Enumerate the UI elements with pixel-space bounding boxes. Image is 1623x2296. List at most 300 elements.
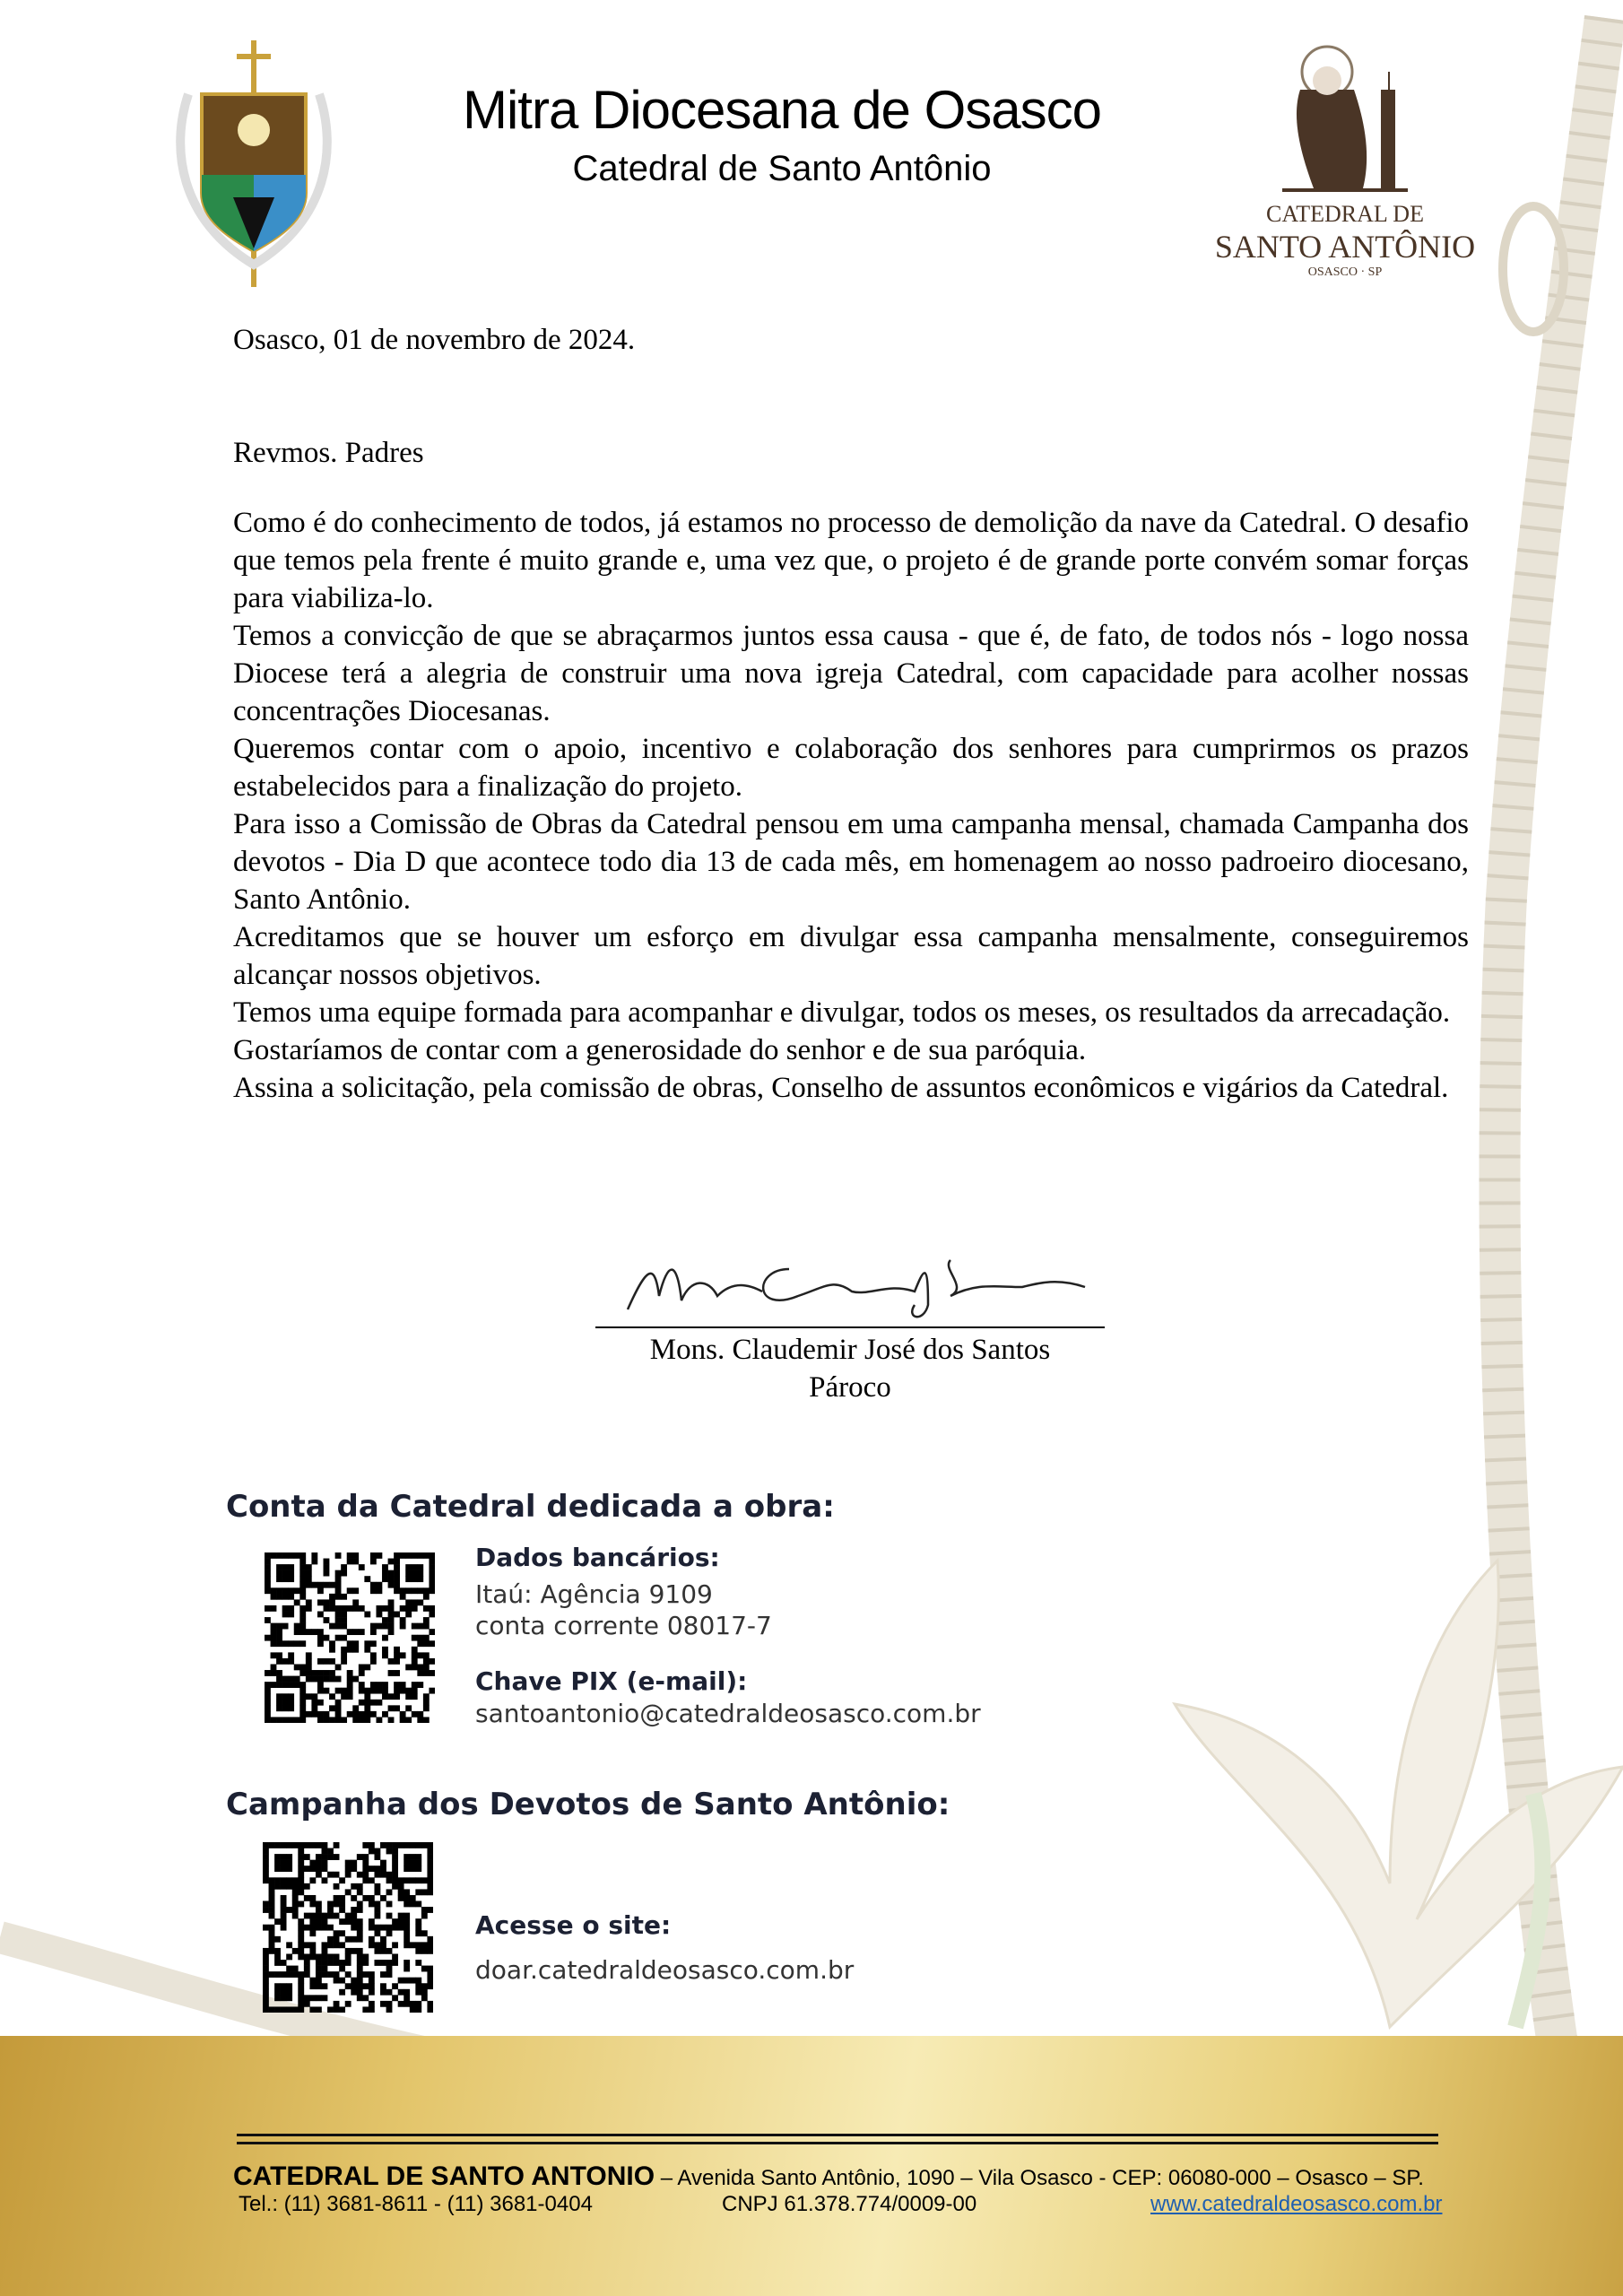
qr-module bbox=[263, 2006, 269, 2013]
qr-module bbox=[347, 1688, 353, 1694]
qr-module bbox=[335, 1635, 342, 1641]
qr-module bbox=[298, 1983, 304, 1989]
qr-module bbox=[369, 1877, 375, 1883]
qr-module bbox=[427, 1907, 433, 1913]
qr-module bbox=[423, 1717, 430, 1723]
qr-module bbox=[417, 1552, 423, 1559]
qr-module bbox=[299, 1576, 306, 1582]
qr-module bbox=[421, 1989, 428, 1996]
qr-module bbox=[309, 1860, 316, 1866]
qr-module bbox=[269, 1913, 275, 1919]
qr-module bbox=[362, 1854, 369, 1860]
qr-module bbox=[376, 1605, 382, 1612]
qr-module bbox=[263, 1860, 269, 1866]
footer-phones: Tel.: (11) 3681-8611 - (11) 3681-0404 bbox=[239, 2192, 593, 2216]
qr-module bbox=[329, 1647, 335, 1653]
qr-module bbox=[282, 1700, 289, 1706]
qr-module bbox=[351, 1883, 357, 1890]
qr-module bbox=[282, 1717, 289, 1723]
qr-module bbox=[382, 1693, 388, 1700]
qr-module bbox=[357, 1960, 363, 1966]
qr-module bbox=[429, 1629, 435, 1635]
qr-module bbox=[322, 1971, 328, 1978]
qr-module bbox=[404, 1925, 410, 1931]
qr-module bbox=[286, 1860, 292, 1866]
signature-line bbox=[595, 1326, 1105, 1328]
qr-module bbox=[306, 1676, 312, 1683]
qr-module bbox=[341, 1693, 347, 1700]
qr-module bbox=[374, 1942, 380, 1948]
qr-module bbox=[347, 1587, 353, 1594]
qr-module bbox=[292, 1877, 299, 1883]
qr-module bbox=[380, 1895, 386, 1901]
qr-module bbox=[357, 1901, 363, 1908]
qr-module bbox=[294, 1623, 300, 1630]
qr-module bbox=[316, 1901, 322, 1908]
qr-module bbox=[335, 1617, 342, 1623]
qr-module bbox=[282, 1605, 289, 1612]
qr-module bbox=[423, 1605, 430, 1612]
qr-module bbox=[327, 1953, 334, 1960]
qr-module bbox=[263, 1983, 269, 1989]
qr-module bbox=[421, 1942, 428, 1948]
qr-module bbox=[281, 1860, 287, 1866]
qr-module bbox=[286, 1842, 292, 1848]
qr-module bbox=[369, 1918, 375, 1925]
qr-module bbox=[382, 1617, 388, 1623]
qr-module bbox=[394, 1688, 400, 1694]
qr-module bbox=[298, 1918, 304, 1925]
qr-module bbox=[359, 1711, 365, 1718]
qr-module bbox=[374, 1907, 380, 1913]
qr-module bbox=[398, 1978, 404, 1984]
bank-account: conta corrente 08017-7 bbox=[475, 1611, 772, 1640]
paragraph: Assina a solicitação, pela comissão de obras, Conselho de assuntos econômicos e vigários da Catedral. bbox=[233, 1072, 1449, 1104]
qr-module bbox=[335, 1705, 342, 1711]
qr-module bbox=[306, 1693, 312, 1700]
qr-module bbox=[415, 1983, 421, 1989]
qr-module bbox=[415, 1901, 421, 1908]
qr-module bbox=[299, 1700, 306, 1706]
qr-module bbox=[362, 1953, 369, 1960]
qr-module bbox=[276, 1629, 282, 1635]
qr-module bbox=[322, 1942, 328, 1948]
qr-module bbox=[427, 1942, 433, 1948]
qr-module bbox=[299, 1640, 306, 1647]
qr-module bbox=[304, 1966, 310, 1972]
qr-module bbox=[265, 1617, 271, 1623]
qr-module bbox=[357, 1872, 363, 1878]
qr-module bbox=[370, 1700, 377, 1706]
qr-module bbox=[415, 1978, 421, 1984]
qr-module bbox=[400, 1682, 406, 1688]
qr-module bbox=[316, 1907, 322, 1913]
qr-module bbox=[376, 1682, 382, 1688]
qr-module bbox=[362, 1877, 369, 1883]
qr-module bbox=[417, 1664, 423, 1670]
qr-module bbox=[388, 1576, 395, 1582]
qr-module bbox=[335, 1717, 342, 1723]
qr-module bbox=[376, 1612, 382, 1618]
qr-module bbox=[288, 1682, 294, 1688]
qr-module bbox=[335, 1552, 342, 1559]
qr-module bbox=[298, 1842, 304, 1848]
qr-module bbox=[417, 1682, 423, 1688]
qr-module bbox=[347, 1711, 353, 1718]
qr-module bbox=[404, 1918, 410, 1925]
qr-module bbox=[306, 1605, 312, 1612]
qr-module bbox=[299, 1705, 306, 1711]
qr-module bbox=[274, 1953, 281, 1960]
signer-name: Mons. Claudemir José dos Santos bbox=[649, 1334, 1051, 1366]
qr-module bbox=[392, 1983, 398, 1989]
qr-module bbox=[334, 1872, 340, 1878]
qr-module bbox=[380, 1860, 386, 1866]
qr-module bbox=[311, 1552, 317, 1559]
footer-cnpj: CNPJ 61.378.774/0009-00 bbox=[722, 2192, 977, 2216]
qr-module bbox=[421, 1948, 428, 1954]
qr-module bbox=[345, 1866, 352, 1872]
qr-module bbox=[386, 1877, 393, 1883]
qr-module bbox=[263, 2001, 269, 2007]
qr-module bbox=[386, 1842, 393, 1848]
qr-module bbox=[339, 1901, 345, 1908]
qr-module bbox=[341, 1652, 347, 1658]
qr-module bbox=[335, 1612, 342, 1618]
qr-module bbox=[334, 1854, 340, 1860]
qr-module bbox=[317, 1599, 324, 1605]
qr-module bbox=[388, 1623, 395, 1630]
qr-module bbox=[288, 1658, 294, 1665]
qr-module bbox=[304, 1866, 310, 1872]
qr-module bbox=[386, 1971, 393, 1978]
qr-module bbox=[286, 1866, 292, 1872]
qr-module bbox=[369, 1971, 375, 1978]
qr-module bbox=[405, 1570, 412, 1577]
footer-org: CATEDRAL DE SANTO ANTONIO bbox=[233, 2161, 655, 2191]
qr-module bbox=[317, 1587, 324, 1594]
qr-module bbox=[364, 1693, 370, 1700]
qr-module bbox=[369, 1978, 375, 1984]
qr-module bbox=[316, 1960, 322, 1966]
qr-module bbox=[357, 1889, 363, 1895]
qr-module bbox=[345, 1960, 352, 1966]
qr-module bbox=[281, 1854, 287, 1860]
qr-module bbox=[316, 2006, 322, 2013]
qr-module bbox=[421, 1995, 428, 2001]
qr-module bbox=[265, 1559, 271, 1565]
qr-module bbox=[324, 1688, 330, 1694]
qr-module bbox=[329, 1605, 335, 1612]
qr-module bbox=[400, 1552, 406, 1559]
qr-module bbox=[316, 1978, 322, 1984]
qr-module bbox=[357, 1978, 363, 1984]
qr-module bbox=[276, 1717, 282, 1723]
qr-module bbox=[263, 1989, 269, 1996]
qr-module bbox=[271, 1629, 277, 1635]
qr-module bbox=[322, 1953, 328, 1960]
qr-module bbox=[410, 1866, 416, 1872]
qr-module bbox=[329, 1693, 335, 1700]
qr-module bbox=[415, 1918, 421, 1925]
qr-module bbox=[405, 1612, 412, 1618]
qr-module bbox=[394, 1564, 400, 1570]
qr-module bbox=[282, 1640, 289, 1647]
qr-module bbox=[265, 1717, 271, 1723]
qr-module bbox=[421, 1966, 428, 1972]
qr-module bbox=[298, 1936, 304, 1943]
qr-module bbox=[352, 1605, 359, 1612]
qr-module bbox=[341, 1594, 347, 1600]
qr-module bbox=[322, 1866, 328, 1872]
paragraph: Para isso a Comissão de Obras da Catedral pensou em uma campanha mensal, chamada Campanha dos devotos - Dia D que acontece todo dia 13 de cada mês, em homenagem ao nosso padroeiro diocesano, Santo Antônio. bbox=[233, 808, 1469, 916]
qr-module bbox=[352, 1587, 359, 1594]
qr-module bbox=[351, 1936, 357, 1943]
qr-module bbox=[429, 1640, 435, 1647]
qr-module bbox=[276, 1670, 282, 1676]
qr-module bbox=[335, 1688, 342, 1694]
qr-module bbox=[357, 1936, 363, 1943]
qr-module bbox=[357, 1953, 363, 1960]
qr-module bbox=[317, 1629, 324, 1635]
qr-module bbox=[327, 1960, 334, 1966]
qr-module bbox=[423, 1587, 430, 1594]
qr-module bbox=[292, 1948, 299, 1954]
qr-module bbox=[263, 1907, 269, 1913]
qr-module bbox=[404, 1995, 410, 2001]
qr-module bbox=[357, 1883, 363, 1890]
qr-module bbox=[281, 1895, 287, 1901]
qr-module bbox=[369, 1925, 375, 1931]
qr-module bbox=[404, 1960, 410, 1966]
qr-module bbox=[294, 1587, 300, 1594]
qr-module bbox=[306, 1570, 312, 1577]
qr-module bbox=[357, 1989, 363, 1996]
qr-module bbox=[299, 1670, 306, 1676]
qr-module bbox=[304, 1971, 310, 1978]
qr-module bbox=[352, 1717, 359, 1723]
qr-module bbox=[282, 1552, 289, 1559]
qr-module bbox=[317, 1640, 324, 1647]
qr-module bbox=[304, 1842, 310, 1848]
qr-module bbox=[386, 1966, 393, 1972]
qr-module bbox=[359, 1717, 365, 1723]
qr-module bbox=[306, 1629, 312, 1635]
qr-module bbox=[382, 1570, 388, 1577]
qr-module bbox=[274, 1860, 281, 1866]
qr-module bbox=[281, 1913, 287, 1919]
qr-module bbox=[304, 1953, 310, 1960]
qr-module bbox=[298, 1860, 304, 1866]
qr-module bbox=[324, 1717, 330, 1723]
qr-module bbox=[370, 1658, 377, 1665]
qr-module bbox=[405, 1576, 412, 1582]
qr-module bbox=[298, 1953, 304, 1960]
qr-module bbox=[370, 1711, 377, 1718]
qr-module bbox=[298, 1889, 304, 1895]
qr-module bbox=[364, 1640, 370, 1647]
qr-module bbox=[369, 1901, 375, 1908]
qr-module bbox=[294, 1664, 300, 1670]
qr-module bbox=[412, 1552, 418, 1559]
campaign-qr-code[interactable] bbox=[263, 1842, 433, 2013]
qr-module bbox=[423, 1640, 430, 1647]
qr-module bbox=[316, 1854, 322, 1860]
qr-module bbox=[309, 1901, 316, 1908]
signer-role: Pároco bbox=[809, 1371, 891, 1404]
qr-module bbox=[298, 1877, 304, 1883]
qr-module bbox=[269, 1936, 275, 1943]
qr-module bbox=[299, 1587, 306, 1594]
qr-module bbox=[417, 1652, 423, 1658]
qr-module bbox=[334, 1971, 340, 1978]
qr-module bbox=[269, 1942, 275, 1948]
qr-module bbox=[263, 1971, 269, 1978]
qr-module bbox=[299, 1559, 306, 1565]
qr-module bbox=[334, 1930, 340, 1936]
site-url[interactable]: doar.catedraldeosasco.com.br bbox=[475, 1955, 855, 1985]
qr-module bbox=[429, 1688, 435, 1694]
qr-module bbox=[386, 1913, 393, 1919]
qr-module bbox=[276, 1693, 282, 1700]
qr-module bbox=[386, 2001, 393, 2007]
qr-module bbox=[359, 1670, 365, 1676]
qr-module bbox=[341, 1623, 347, 1630]
qr-module bbox=[369, 1848, 375, 1855]
qr-module bbox=[429, 1658, 435, 1665]
qr-module bbox=[380, 1872, 386, 1878]
qr-module bbox=[369, 2001, 375, 2007]
qr-module bbox=[405, 1688, 412, 1694]
qr-module bbox=[427, 1978, 433, 1984]
qr-module bbox=[309, 1930, 316, 1936]
qr-module bbox=[299, 1717, 306, 1723]
qr-module bbox=[427, 2006, 433, 2013]
qr-module bbox=[309, 1948, 316, 1954]
qr-module bbox=[386, 1960, 393, 1966]
paragraph: Temos uma equipe formada para acompanhar e divulgar, todos os meses, os resultados da arrecadação. bbox=[233, 996, 1451, 1029]
page-title: Mitra Diocesana de Osasco bbox=[463, 80, 1101, 140]
qr-module bbox=[380, 1989, 386, 1996]
qr-module bbox=[357, 1907, 363, 1913]
qr-module bbox=[359, 1605, 365, 1612]
qr-module bbox=[380, 1866, 386, 1872]
qr-module bbox=[324, 1658, 330, 1665]
qr-module bbox=[286, 1877, 292, 1883]
qr-module bbox=[427, 1854, 433, 1860]
qr-module bbox=[415, 1925, 421, 1931]
qr-module bbox=[351, 1907, 357, 1913]
qr-module bbox=[364, 1705, 370, 1711]
qr-module bbox=[398, 1842, 404, 1848]
qr-module bbox=[427, 1848, 433, 1855]
qr-module bbox=[376, 1587, 382, 1594]
qr-module bbox=[386, 2006, 393, 2013]
qr-module bbox=[405, 1693, 412, 1700]
qr-module bbox=[415, 1854, 421, 1860]
qr-module bbox=[412, 1605, 418, 1612]
qr-module bbox=[335, 1623, 342, 1630]
qr-module bbox=[374, 1866, 380, 1872]
qr-module bbox=[292, 2006, 299, 2013]
qr-module bbox=[334, 1901, 340, 1908]
qr-module bbox=[281, 1989, 287, 1996]
qr-module bbox=[263, 1925, 269, 1931]
footer-website-link[interactable]: www.catedraldeosasco.com.br bbox=[1150, 2192, 1443, 2216]
qr-module bbox=[412, 1635, 418, 1641]
qr-module bbox=[400, 1594, 406, 1600]
qr-module bbox=[298, 1942, 304, 1948]
qr-module bbox=[394, 1576, 400, 1582]
qr-module bbox=[417, 1599, 423, 1605]
pix-email[interactable]: santoantonio@catedraldeosasco.com.br bbox=[475, 1699, 981, 1728]
qr-module bbox=[351, 1978, 357, 1984]
qr-module bbox=[269, 1901, 275, 1908]
qr-module bbox=[351, 1866, 357, 1872]
qr-module bbox=[317, 1635, 324, 1641]
qr-module bbox=[288, 1552, 294, 1559]
paragraph: Acreditamos que se houver um esforço em divulgar essa campanha mensalmente, conseguiremos alcançar nossos objetivos. bbox=[233, 921, 1469, 991]
qr-module bbox=[286, 1883, 292, 1890]
qr-module bbox=[339, 1930, 345, 1936]
qr-module bbox=[423, 1594, 430, 1600]
qr-module bbox=[415, 2001, 421, 2007]
paragraph: Como é do conhecimento de todos, já estamos no processo de demolição da nave da Catedral. O desafio que temos pela frente é muito grande e, uma vez que, o projeto é de grande porte convém somar forças para viabiliza-lo. bbox=[233, 507, 1469, 614]
qr-module bbox=[405, 1717, 412, 1723]
qr-module bbox=[410, 1942, 416, 1948]
qr-module bbox=[335, 1587, 342, 1594]
qr-module bbox=[263, 1848, 269, 1855]
qr-module bbox=[288, 1564, 294, 1570]
qr-module bbox=[316, 1971, 322, 1978]
qr-module bbox=[309, 1953, 316, 1960]
qr-module bbox=[394, 1582, 400, 1588]
qr-module bbox=[286, 1942, 292, 1948]
logo-text-line3: OSASCO · SP bbox=[1307, 265, 1383, 279]
qr-module bbox=[324, 1635, 330, 1641]
qr-module bbox=[276, 1570, 282, 1577]
qr-module bbox=[388, 1605, 395, 1612]
footer-address-line bbox=[233, 2161, 1424, 2192]
qr-module bbox=[362, 1866, 369, 1872]
qr-module bbox=[322, 1918, 328, 1925]
qr-module bbox=[324, 1559, 330, 1565]
qr-module bbox=[427, 1983, 433, 1989]
qr-module bbox=[276, 1594, 282, 1600]
qr-module bbox=[427, 1866, 433, 1872]
qr-module bbox=[324, 1570, 330, 1577]
qr-module bbox=[271, 1640, 277, 1647]
qr-module bbox=[286, 1971, 292, 1978]
qr-module bbox=[415, 1942, 421, 1948]
qr-module bbox=[322, 1960, 328, 1966]
qr-module bbox=[281, 1866, 287, 1872]
qr-module bbox=[269, 1930, 275, 1936]
qr-module bbox=[298, 1978, 304, 1984]
qr-module bbox=[341, 1688, 347, 1694]
qr-module bbox=[304, 1925, 310, 1931]
qr-module bbox=[311, 1582, 317, 1588]
qr-module bbox=[362, 1842, 369, 1848]
qr-module bbox=[341, 1617, 347, 1623]
qr-module bbox=[374, 1913, 380, 1919]
qr-module bbox=[276, 1564, 282, 1570]
qr-module bbox=[316, 1866, 322, 1872]
bank-qr-code[interactable] bbox=[265, 1552, 435, 1723]
qr-module bbox=[335, 1664, 342, 1670]
qr-module bbox=[271, 1552, 277, 1559]
qr-module bbox=[400, 1617, 406, 1623]
